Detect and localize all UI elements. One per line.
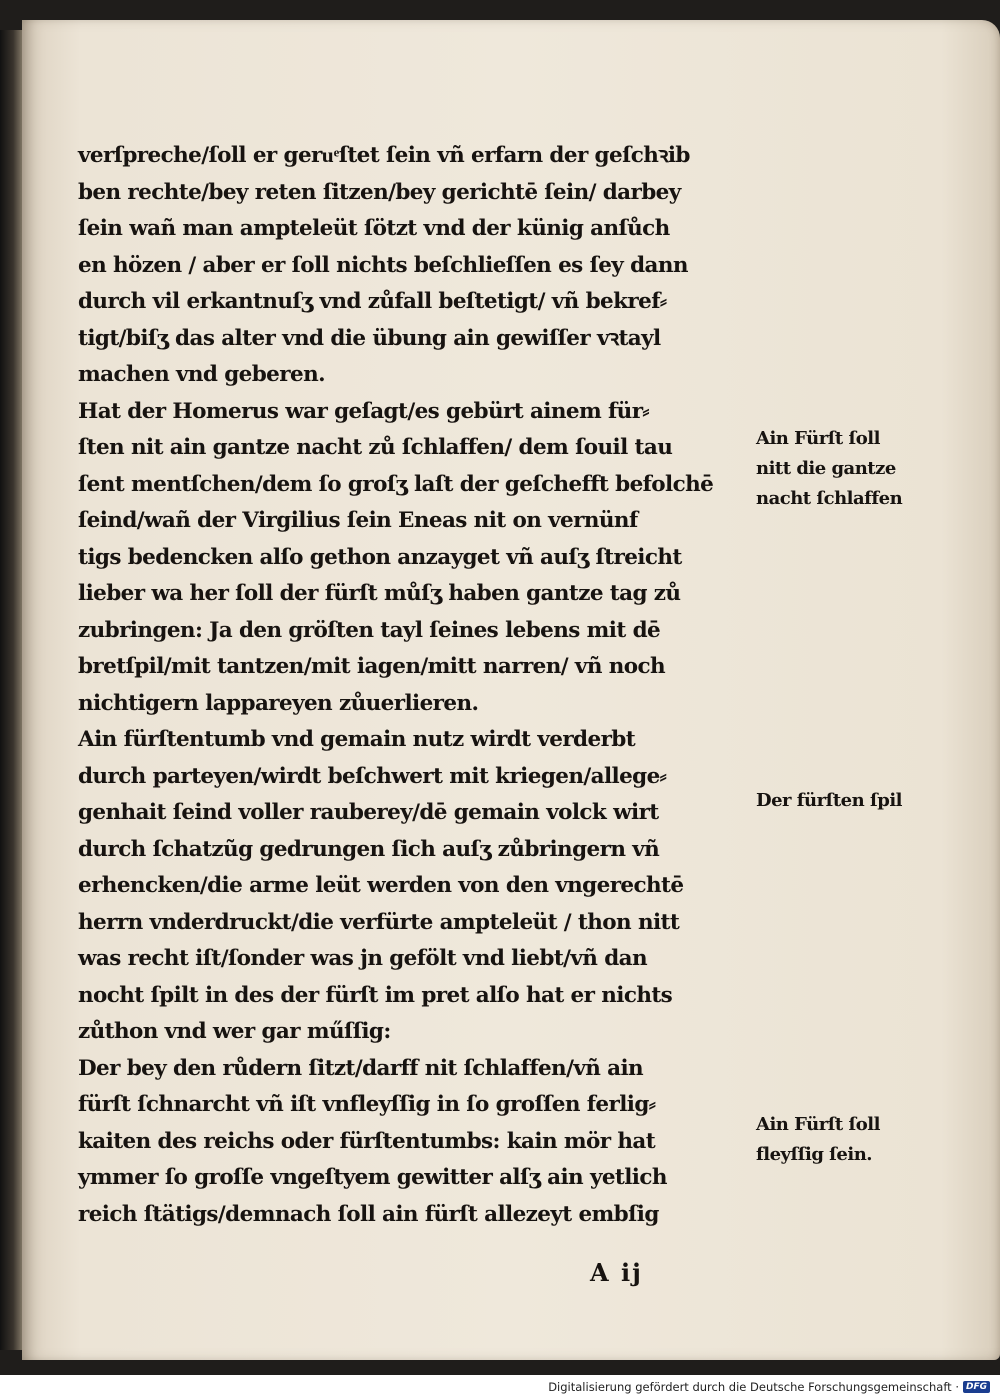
text-line: durch parteyen/wirdt beſchwert mit kriegen/allege⸗: [78, 763, 667, 789]
text-line: genhait ſeind voller rauberey/dē gemain volck wirt: [78, 800, 659, 825]
marginal-note-line: Ain Fürſt ſoll: [756, 1114, 880, 1135]
text-line: ſent mentſchen/dem ſo groſʒ laſt der geſchefft befolchē: [78, 471, 714, 497]
marginal-note-furst-fleyssig: [756, 1110, 946, 1170]
text-line: bretſpil/mit tantzen/mit iagen/mitt narren/ vñ noch: [78, 654, 666, 679]
text-line: Hat der Homerus war geſagt/es gebürt ainem für⸗: [78, 398, 649, 424]
footer-credit: Digitalisierung gefördert durch die Deutsche Forschungsgemeinschaft ·: [548, 1380, 959, 1394]
text-line: kaiten des reichs oder fürſtentumbs: kain mör hat: [78, 1128, 656, 1154]
body-text: [78, 138, 768, 1233]
text-line: durch ſchatzũg gedrungen ſich auſʒ zůbringern vñ: [78, 836, 660, 862]
dfg-logo-icon: DFG: [963, 1381, 990, 1393]
text-line: herrn vnderdruckt/die verfürte ampteleüt / thon nitt: [78, 909, 680, 935]
text-line: tigs bedencken alſo gethon anzayget vñ auſʒ ſtreicht: [78, 544, 682, 570]
text-line: ſein wañ man ampteleüt ſötzt vnd der künig anſůch: [78, 216, 670, 241]
text-line: reich ſtätigs/demnach ſoll ain fürſt allezeyt embſig: [78, 1201, 659, 1227]
text-line: nocht ſpilt in des der fürſt im pret alſo hat er nichts: [78, 982, 673, 1008]
text-line: was recht iſt/ſonder was jn gefölt vnd liebt/vñ dan: [78, 946, 648, 971]
text-line: ymmer ſo groſſe vngeſtyem gewitter alſʒ ain yetlich: [78, 1165, 667, 1190]
footer: [548, 1378, 990, 1396]
text-line: en hözen / aber er ſoll nichts beſchlieſſen es ſey dann: [78, 252, 688, 278]
text-line: nichtigern lappareyen zůuerlieren.: [78, 690, 479, 716]
text-line: ſeind/wañ der Virgilius ſein Eneas nit on vernünf: [78, 508, 638, 533]
text-line: ben rechte/bey reten ſitzen/bey gerichtē ſein/ darbey: [78, 179, 681, 205]
marginal-note-fursten-spil: [756, 786, 946, 816]
text-line: zůthon vnd wer gar műſſig:: [78, 1019, 391, 1044]
text-line: fürſt ſchnarcht vñ iſt vnfleyſſig in ſo groſſen ferlig⸗: [78, 1092, 656, 1117]
book-gutter: [0, 30, 24, 1350]
marginal-note-line: fleyſſig ſein.: [756, 1144, 873, 1165]
marginal-note-line: Der fürſten ſpil: [756, 790, 902, 811]
text-line: tigt/biſʒ das alter vnd die übung ain gewiſſer vꝛtayl: [78, 325, 661, 351]
text-line: zubringen: Ja den gröſten tayl ſeines lebens mit dē: [78, 617, 661, 643]
text-line: ſten nit ain gantze nacht zů ſchlaffen/ dem ſouil tau: [78, 435, 673, 460]
marginal-note-furst-schlaffen: [756, 424, 946, 514]
marginal-note-line: nitt die gantze: [756, 458, 896, 479]
text-line: machen vnd geberen.: [78, 362, 325, 387]
text-line: durch vil erkantnuſʒ vnd zůfall beſtetigt/ vñ bekref⸗: [78, 289, 667, 314]
text-line: Der bey den růdern ſitzt/darff nit ſchlaffen/vñ ain: [78, 1055, 644, 1081]
text-line: verſpreche/ſoll er geruͤſtet ſein vñ erfarn der geſchꝛib: [78, 143, 690, 168]
marginal-note-line: nacht ſchlaffen: [756, 488, 903, 509]
text-line: erhencken/die arme leüt werden von den vngerechtē: [78, 873, 684, 898]
signature-mark: A ij: [590, 1258, 643, 1287]
text-line: lieber wa her ſoll der fürſt můſʒ haben gantze tag zů: [78, 581, 681, 606]
text-line: Ain fürſtentumb vnd gemain nutz wirdt verderbt: [78, 727, 636, 752]
marginal-note-line: Ain Fürſt ſoll: [756, 428, 880, 449]
